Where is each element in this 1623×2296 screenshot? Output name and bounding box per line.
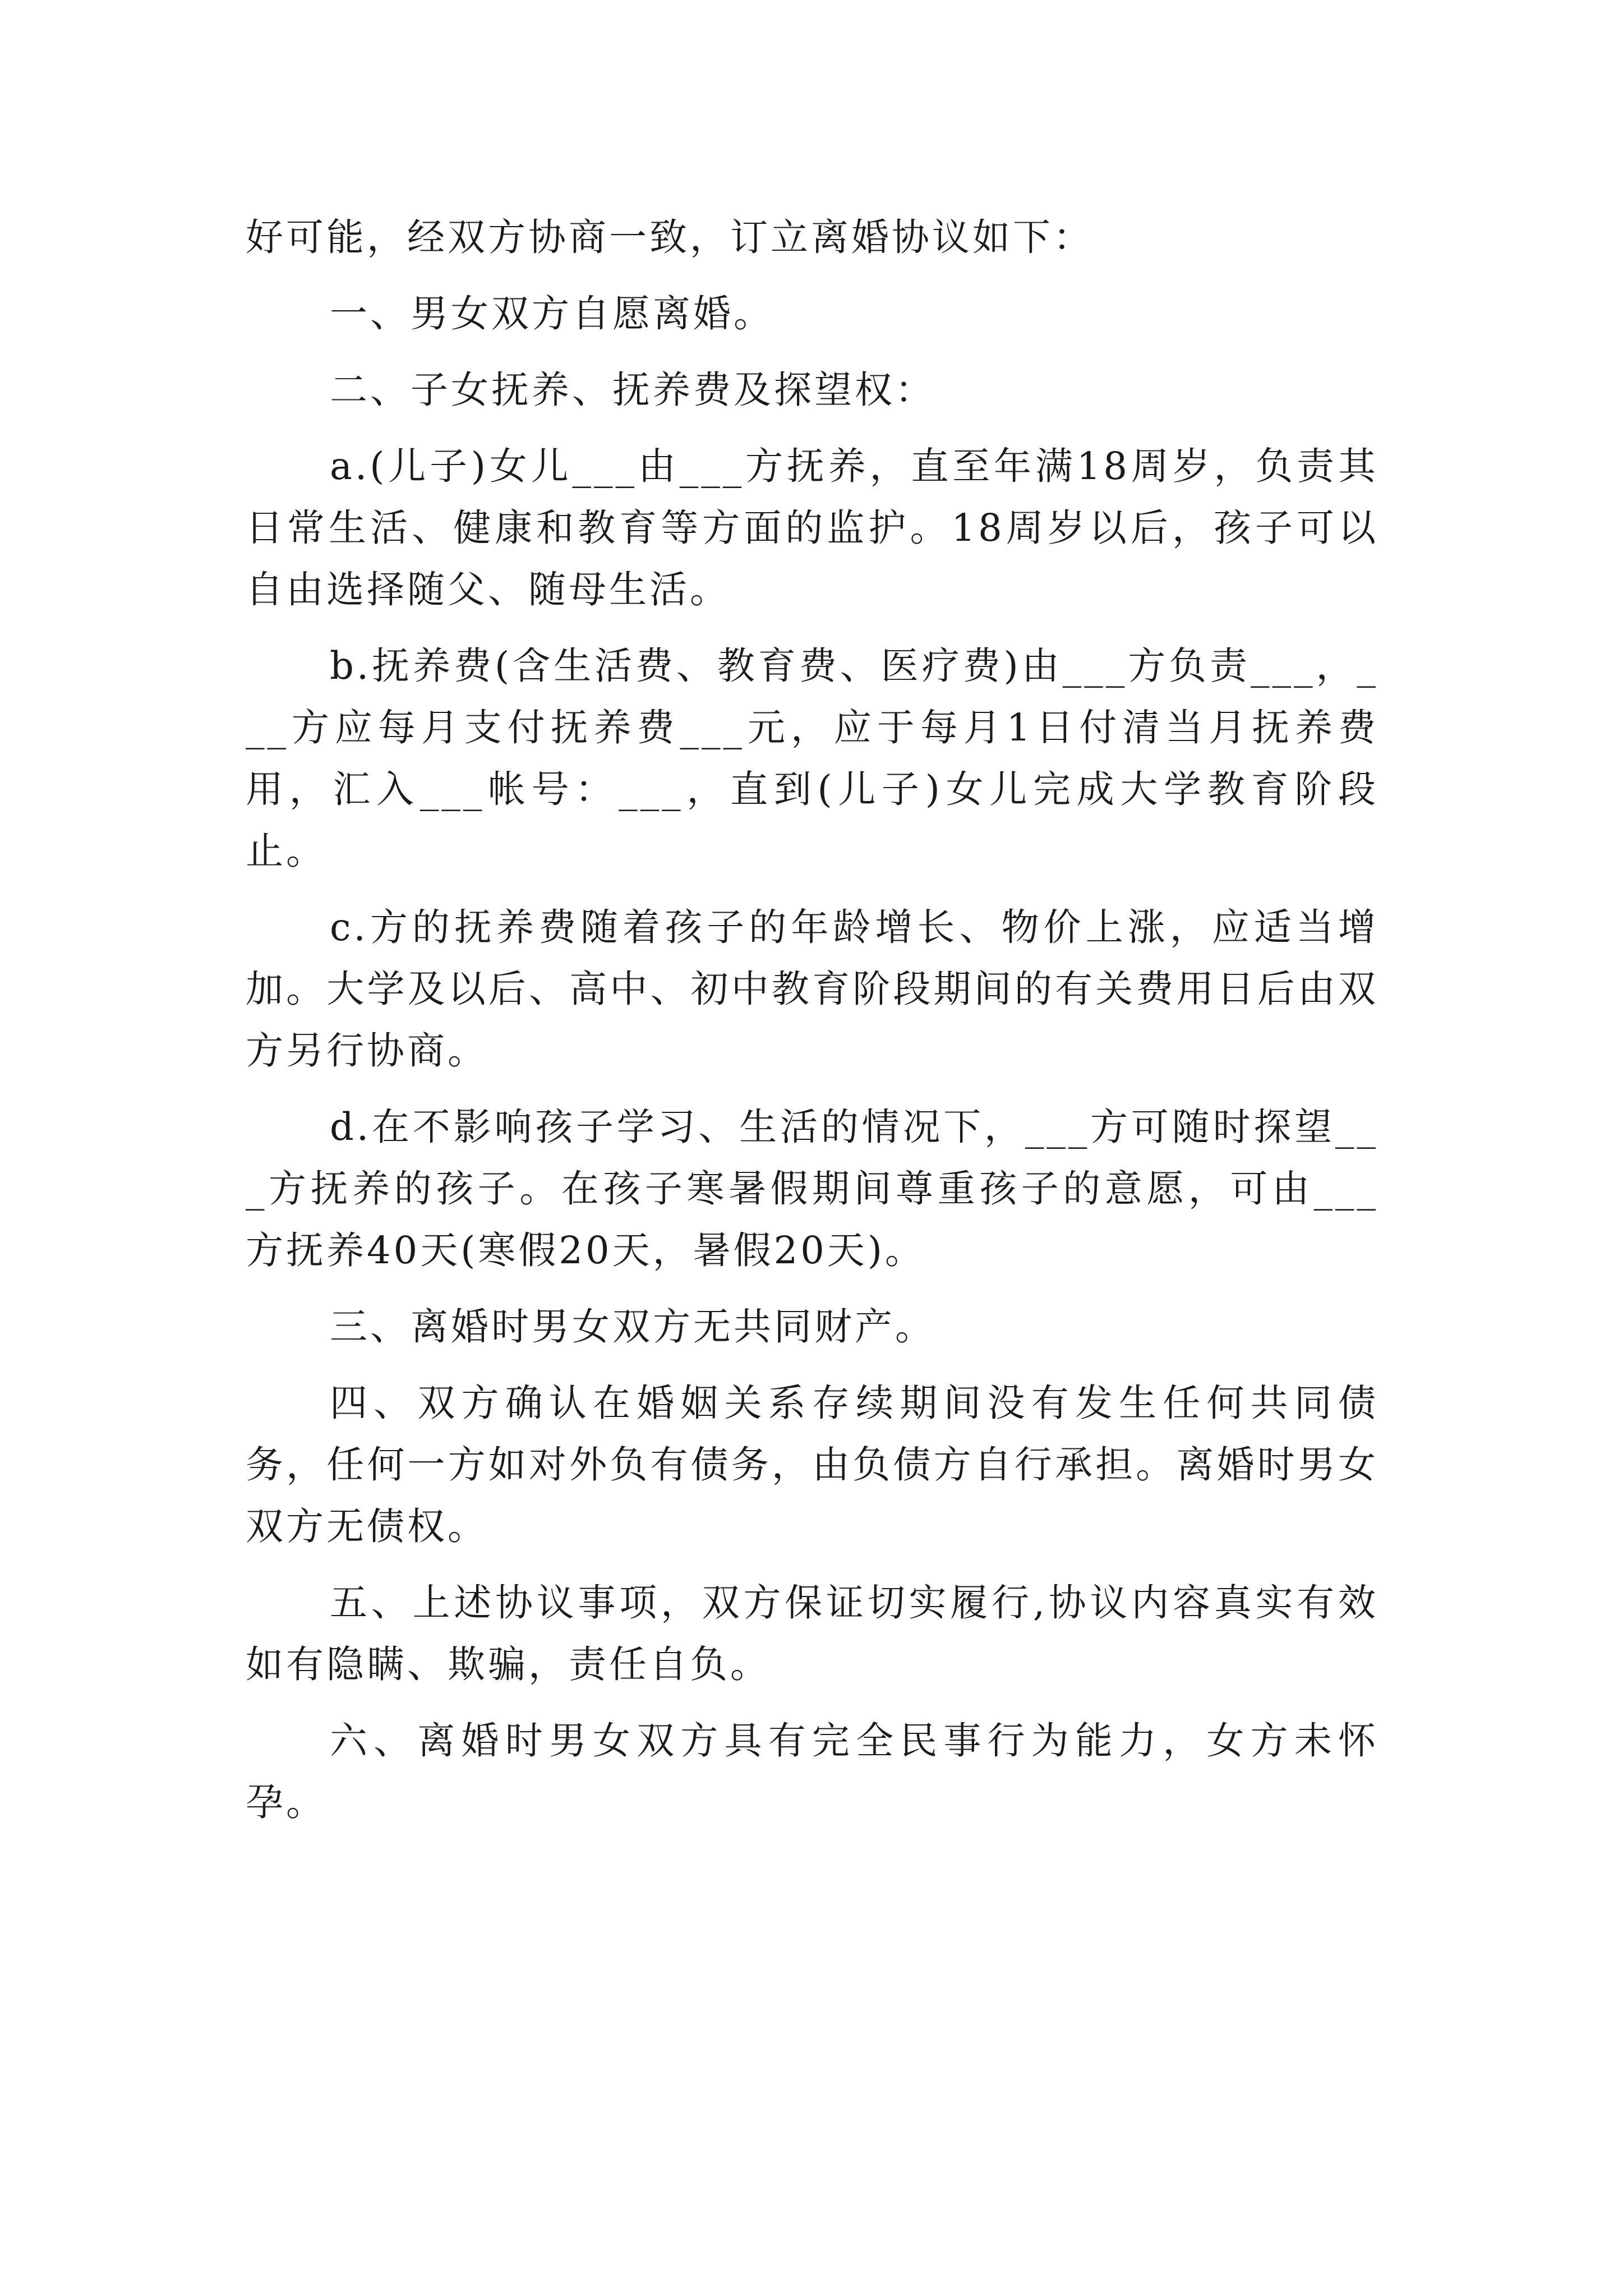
clause-2a: a.(儿子)女儿___由___方抚养，直至年满18周岁，负责其日常生活、健康和教育等方面的监护。18周岁以后，孩子可以自由选择随父、随母生活。	[246, 444, 1378, 611]
document-body	[246, 206, 1378, 1848]
clause-4: 四、双方确认在婚姻关系存续期间没有发生任何共同债务，任何一方如对外负有债务，由负债方自行承担。离婚时男女双方无债权。	[246, 1381, 1378, 1548]
clause-2-heading: 二、子女抚养、抚养费及探望权：	[330, 368, 935, 412]
clause-5: 五、上述协议事项，双方保证切实履行,协议内容真实有效如有隐瞒、欺骗，责任自负。	[246, 1581, 1378, 1686]
paragraph-continuation: 好可能，经双方协商一致，订立离婚协议如下：	[246, 215, 1094, 259]
clause-6: 六、离婚时男女双方具有完全民事行为能力，女方未怀孕。	[246, 1719, 1378, 1824]
clause-2d: d.在不影响孩子学习、生活的情况下，___方可随时探望___方抚养的孩子。在孩子寒暑假期间尊重孩子的意愿，可由___方抚养40天(寒假20天，暑假20天)。	[246, 1105, 1378, 1272]
clause-1: 一、男女双方自愿离婚。	[330, 292, 774, 335]
clause-2c: c.方的抚养费随着孩子的年龄增长、物价上涨，应适当增加。大学及以后、高中、初中教育阶段期间的有关费用日后由双方另行协商。	[246, 905, 1378, 1073]
clause-3: 三、离婚时男女双方无共同财产。	[330, 1305, 935, 1349]
clause-2b: b.抚养费(含生活费、教育费、医疗费)由___方负责___，___方应每月支付抚养费___元，应于每月1日付清当月抚养费用，汇入___帐号：___，直到(儿子)女儿完成大学教育阶段止。	[246, 644, 1378, 873]
